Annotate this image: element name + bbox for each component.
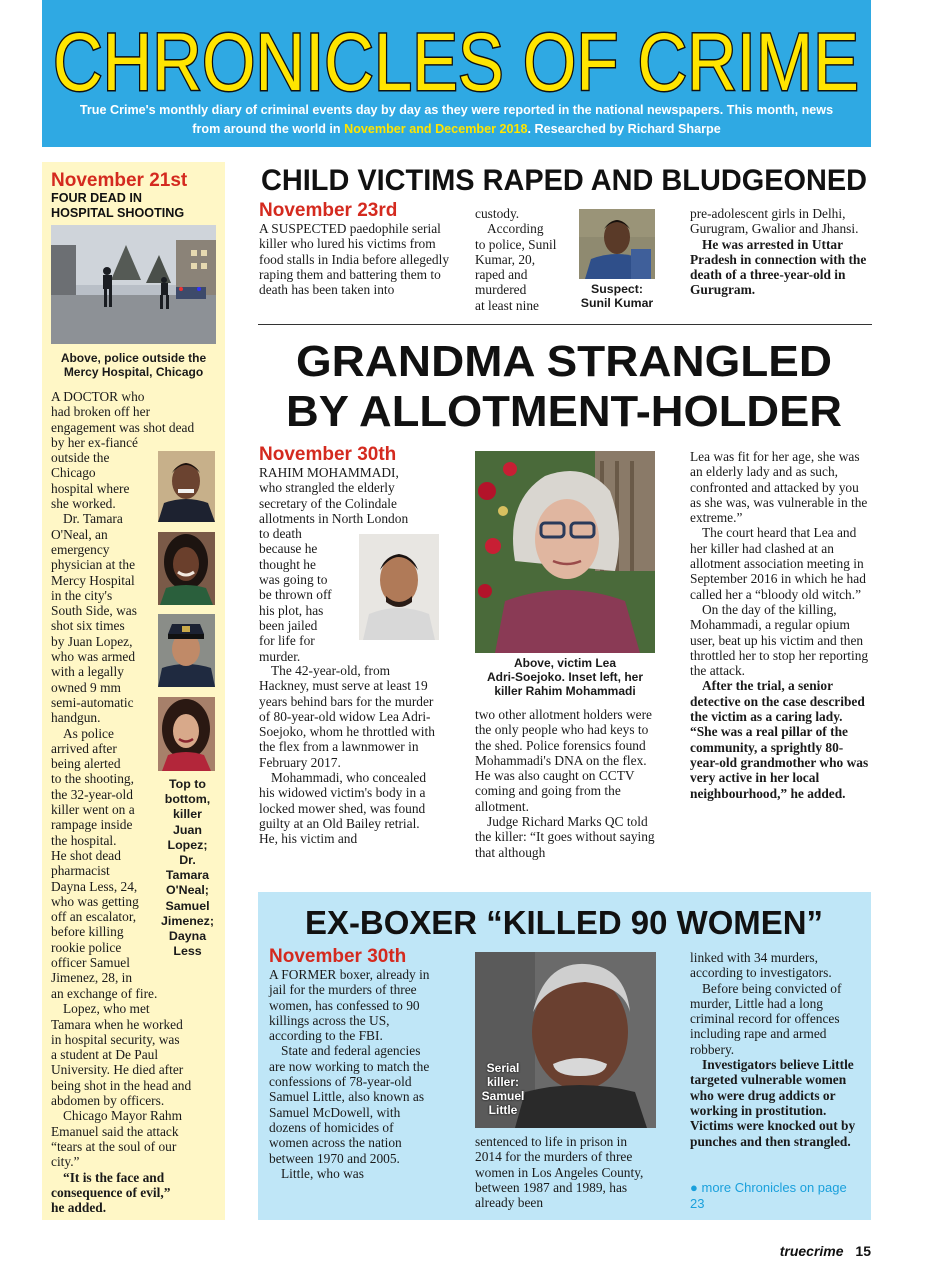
sidebar-line: A DOCTOR who <box>51 389 145 404</box>
samuel-little-caption <box>477 1061 529 1117</box>
sidebar-line: rookie police <box>51 939 122 955</box>
story1-col3-para-bold: He was arrested in Uttar Pradesh in connection with the death of a three-year-old in Gurugram. <box>690 236 867 298</box>
sidebar-headline-line: HOSPITAL SHOOTING <box>51 206 185 220</box>
sidebar-line: Chicago Mayor Rahm <box>63 1108 183 1124</box>
more-chronicles-link[interactable] <box>690 1180 868 1211</box>
caption-line: Suspect: <box>591 282 643 296</box>
caption-line: Mercy Hospital, Chicago <box>63 365 204 379</box>
sidebar-line: South Side, was <box>51 603 137 619</box>
story3-date: November 30th <box>269 946 407 967</box>
story1-col3 <box>690 206 872 298</box>
story2-col1-line: was going to <box>259 572 328 588</box>
story2-col3-para-bold: After the trial, a senior detective on the case described the victim as a caring lady. “She was a real pillar of the community, a sprightly 80-year-old grandmother who was very active in her local neighbourhood,” he added. <box>690 678 869 801</box>
sidebar-line: As police <box>63 725 114 741</box>
footer-page-number: 15 <box>855 1243 871 1259</box>
sidebar-line: being shot in the head and <box>51 1077 192 1093</box>
side-caption-line: Samuel <box>165 898 210 913</box>
sidebar-line: arrived after <box>51 740 117 756</box>
sidebar-line: who was armed <box>51 649 136 665</box>
sidebar-line: Lopez, who met <box>63 1001 150 1017</box>
story2-date: November 30th <box>259 444 397 465</box>
sidebar-line: handgun. <box>51 710 101 726</box>
story2-col3-para: On the day of the killing, Mohammadi, a regular opium user, beat up his victim and then throttled her to stop her reporting the attack. <box>690 601 869 679</box>
sidebar-line: officer Samuel <box>51 954 130 970</box>
story3-col3-para: Before being convicted of murder, Little had a long criminal record for offences including rape and armed robbery. <box>690 980 842 1057</box>
more-link-text: more Chronicles on page <box>701 1180 847 1195</box>
sidebar-line: Dr. Tamara <box>63 511 123 527</box>
sidebar-line: before killing <box>51 924 124 940</box>
tamara-oneal-photo <box>158 532 215 605</box>
samuel-little-caption-line: killer: <box>486 1075 519 1089</box>
sidebar-line: “It is the face and <box>63 1169 165 1185</box>
intro-text: from around the world in <box>192 122 341 136</box>
sidebar-line: outside the <box>51 450 110 466</box>
samuel-jimenez-photo <box>158 614 215 687</box>
caption-line: Above, victim Lea <box>513 656 617 670</box>
sidebar-line: to the shooting, <box>51 771 134 787</box>
story1-col2-line: custody. <box>475 206 520 221</box>
intro-line-1: True Crime's monthly diary of criminal events day by day as they were reported in the national newspapers. This month, news <box>79 103 834 117</box>
sidebar-line: Jimenez, 28, in <box>51 970 133 986</box>
sidebar-line: off an escalator, <box>51 909 137 925</box>
story2-col1-line: be thrown off <box>259 587 332 603</box>
intro-credit: . Researched by Richard Sharpe <box>527 122 721 136</box>
story1-headline-text: CHILD VICTIMS RAPED AND BLUDGEONED <box>261 164 867 197</box>
sidebar-date: November 21st <box>51 170 188 191</box>
side-caption-line: killer <box>173 807 202 822</box>
sidebar-line: rampage inside <box>51 817 133 833</box>
sidebar-line: she worked. <box>51 496 116 512</box>
sidebar-line: shot six times <box>51 618 125 634</box>
sidebar-line: by her ex-fiancé <box>51 434 138 450</box>
story3-col2 <box>475 1134 657 1210</box>
sidebar-body-wide <box>51 986 226 1215</box>
sunil-kumar-photo <box>579 209 655 279</box>
story1-col3-para: pre-adolescent girls in Delhi, Gurugram, Gwalior and Jhansi. <box>690 206 859 237</box>
story2-col3 <box>690 449 872 801</box>
sidebar-line: owned 9 mm <box>51 679 121 695</box>
sidebar-line: consequence of evil,” <box>51 1184 171 1200</box>
story2-col1-line: because he <box>259 541 318 557</box>
sidebar-line: killer went on a <box>51 802 135 818</box>
story2-headline-line1: GRANDMA STRANGLED <box>296 337 832 386</box>
side-caption-line: Tamara <box>165 868 210 883</box>
story2-col1-line: been jailed <box>259 617 318 633</box>
story2-col1-para: The 42-year-old, from Hackney, must serve at least 19 years behind bars for the murder of 80-year-old widow Lea Adri-Soejoko, whom he throttled with the flex from a lawnmower in February 2017. <box>259 663 435 770</box>
story1-date: November 23rd <box>259 200 398 221</box>
story2-col1-line: to death <box>259 526 302 542</box>
side-caption-line: Dr. <box>179 853 196 868</box>
caption-line: Sunil Kumar <box>580 296 654 310</box>
sidebar-line: by Juan Lopez, <box>51 633 133 649</box>
story2-col2-para: two other allotment holders were the only people who had keys to the shed. Police forensics found Mohammadi's DNA on the flex. He was also caught on CCTV coming and going from the allotment. <box>475 707 653 814</box>
rahim-mohammadi-photo <box>359 534 439 640</box>
sidebar-line: in hospital security, was <box>51 1031 180 1047</box>
bullet-icon: ● <box>690 1180 698 1195</box>
story2-col1-line: who strangled the elderly <box>259 480 395 496</box>
story1-col2-line: raped and <box>475 267 528 283</box>
story1-col2-line: at least nine <box>475 297 539 313</box>
story2-col1-bottom <box>259 663 437 847</box>
story2-col1-line: thought he <box>259 556 316 572</box>
story2-col1-line: RAHIM MOHAMMADI, <box>259 465 399 480</box>
sidebar-line: Emanuel said the attack <box>51 1123 179 1139</box>
sidebar-line: Dayna Less, 24, <box>51 878 138 894</box>
story3-headline <box>258 900 870 944</box>
side-caption-line: O'Neal; <box>166 883 209 898</box>
police-hospital-photo <box>51 225 216 344</box>
story2-col2-para: Judge Richard Marks QC told the killer: “It goes without saying that although <box>475 814 655 860</box>
sidebar-line: a student at De Paul <box>51 1047 159 1063</box>
footer <box>740 1243 871 1259</box>
story1-headline <box>258 160 870 198</box>
story3-col1 <box>269 967 431 1181</box>
story2-headline <box>258 334 870 434</box>
story2-col1-line: murder. <box>259 648 301 664</box>
samuel-little-caption-line: Serial <box>486 1061 520 1075</box>
sidebar-line: with a legally <box>51 664 124 680</box>
story2-col1-line: allotments in North London <box>259 510 409 526</box>
sidebar-line: physician at the <box>51 557 136 573</box>
story2-col1-line: secretary of the Colindale <box>259 495 397 511</box>
sidebar-line: engagement was shot dead <box>51 419 195 435</box>
sidebar-line: Mercy Hospital <box>51 572 135 588</box>
more-chronicles-line <box>690 1180 868 1196</box>
side-caption-line: bottom, <box>164 792 211 807</box>
story3-col3-para: linked with 34 murders, according to investigators. <box>690 950 832 981</box>
sidebar-headline <box>51 191 184 221</box>
story2-col1-line: his plot, has <box>259 602 324 618</box>
sidebar-line: who was getting <box>51 893 139 909</box>
story3-col3-para-bold: Investigators believe Little targeted vulnerable women who were drug addicts or working in prostitution. Victims were knocked out by punches and then strangled. <box>690 1057 856 1149</box>
sidebar-line: emergency <box>51 541 110 557</box>
side-caption-line: Jimenez; <box>160 913 215 928</box>
samuel-little-caption-line: Little <box>488 1103 518 1117</box>
sidebar-line: He shot dead <box>51 847 121 863</box>
sidebar-line: being alerted <box>51 756 121 772</box>
sidebar-line: an exchange of fire. <box>51 986 158 1001</box>
side-caption-line: Lopez; <box>167 837 208 852</box>
side-caption-line: Less <box>173 944 202 959</box>
sidebar-line: semi-automatic <box>51 694 134 710</box>
caption-line: killer Rahim Mohammadi <box>494 684 636 698</box>
dayna-less-photo <box>158 697 215 771</box>
sidebar-line: O'Neal, an <box>51 526 108 542</box>
intro-line-2 <box>42 120 871 139</box>
sidebar-line: he added. <box>51 1200 107 1216</box>
story1-col2-line: to police, Sunil <box>475 236 557 252</box>
story3-col1-para: State and federal agencies are now working to match the confessions of 78-year-old Samuel Little, also known as Samuel McDowell, with dozens of homicides of women across the nation between 1970 and 2005. <box>269 1043 430 1166</box>
caption-line: Adri-Soejoko. Inset left, her <box>486 670 644 684</box>
juan-lopez-photo <box>158 451 215 522</box>
story3-col1-para: A FORMER boxer, already in jail for the murders of three women, has confessed to 90 killings across the US, according to the FBI. <box>269 967 430 1044</box>
sidebar-line: the hospital. <box>51 832 117 848</box>
intro-highlight: November and December 2018 <box>344 122 528 136</box>
story1-col2-line: Kumar, 20, <box>475 251 536 267</box>
sidebar-line: in the city's <box>51 587 113 603</box>
story2-col3-para: The court heard that Lea and her killer had clashed at an allotment association meeting in September 2016 in which he had called her a “bloody old witch.” <box>690 525 866 602</box>
story1-col2 <box>475 206 575 313</box>
story3-headline-text: EX-BOXER “KILLED 90 WOMEN” <box>305 904 823 941</box>
story1-col1: A SUSPECTED paedophile serial killer who lured his victims from food stalls in India before allegedly raping them and battering them to death has been taken into <box>259 221 450 298</box>
sunil-kumar-caption <box>575 282 659 310</box>
lea-adri-soejoko-photo <box>475 451 655 653</box>
side-caption-line: Dayna <box>168 929 207 944</box>
story1-col2-line: According <box>487 221 544 237</box>
sidebar-line: abdomen by officers. <box>51 1093 165 1109</box>
masthead-title <box>42 14 871 100</box>
footer-brand: truecrime <box>779 1243 844 1259</box>
sidebar-line: “tears at the soul of our <box>51 1138 177 1154</box>
story2-col3-para: Lea was fit for her age, she was an elderly lady and as such, confronted and attacked by you as she was, was vulnerable in the extreme.” <box>690 449 868 526</box>
sidebar-side-caption <box>158 777 217 959</box>
story2-col1-line: for life for <box>259 633 315 649</box>
story2-headline-line2: BY ALLOTMENT-HOLDER <box>286 387 842 434</box>
sidebar-line: the 32-year-old <box>51 786 133 802</box>
sidebar-line: city.” <box>51 1154 80 1170</box>
caption-line: Above, police outside the <box>60 351 207 365</box>
story1-col2-line: murdered <box>475 282 527 298</box>
sidebar-line: pharmacist <box>51 863 110 879</box>
sidebar-line: University. He died after <box>51 1062 184 1078</box>
sidebar-line: hospital where <box>51 480 130 496</box>
side-caption-line: Juan <box>173 822 202 837</box>
sidebar-line: Tamara when he worked <box>51 1016 183 1032</box>
more-link-page: 23 <box>690 1195 705 1211</box>
sidebar-photo-caption <box>51 351 216 379</box>
story3-col1-para: Little, who was <box>281 1165 364 1181</box>
sidebar-line: Chicago <box>51 465 96 481</box>
header-intro <box>42 101 871 139</box>
side-caption-line: Top to <box>169 777 206 791</box>
lea-photo-caption <box>475 656 655 698</box>
story-divider <box>258 324 872 325</box>
story3-col2-para: sentenced to life in prison in 2014 for the murders of three women in Los Angeles County, between 1987 and 1989, has already been <box>475 1134 644 1211</box>
sidebar-line: had broken off her <box>51 404 151 420</box>
masthead-title-text: CHRONICLES OF CRIME <box>53 17 859 100</box>
sidebar-headline-line: FOUR DEAD IN <box>51 191 142 205</box>
story3-col3 <box>690 950 862 1149</box>
story2-col2 <box>475 707 655 860</box>
story2-col1-para: Mohammadi, who concealed his widowed victim's body in a locked mower shed, was found guilty at an Old Bailey retrial. He, his victim and <box>259 770 427 847</box>
samuel-little-caption-line: Samuel <box>481 1089 525 1103</box>
